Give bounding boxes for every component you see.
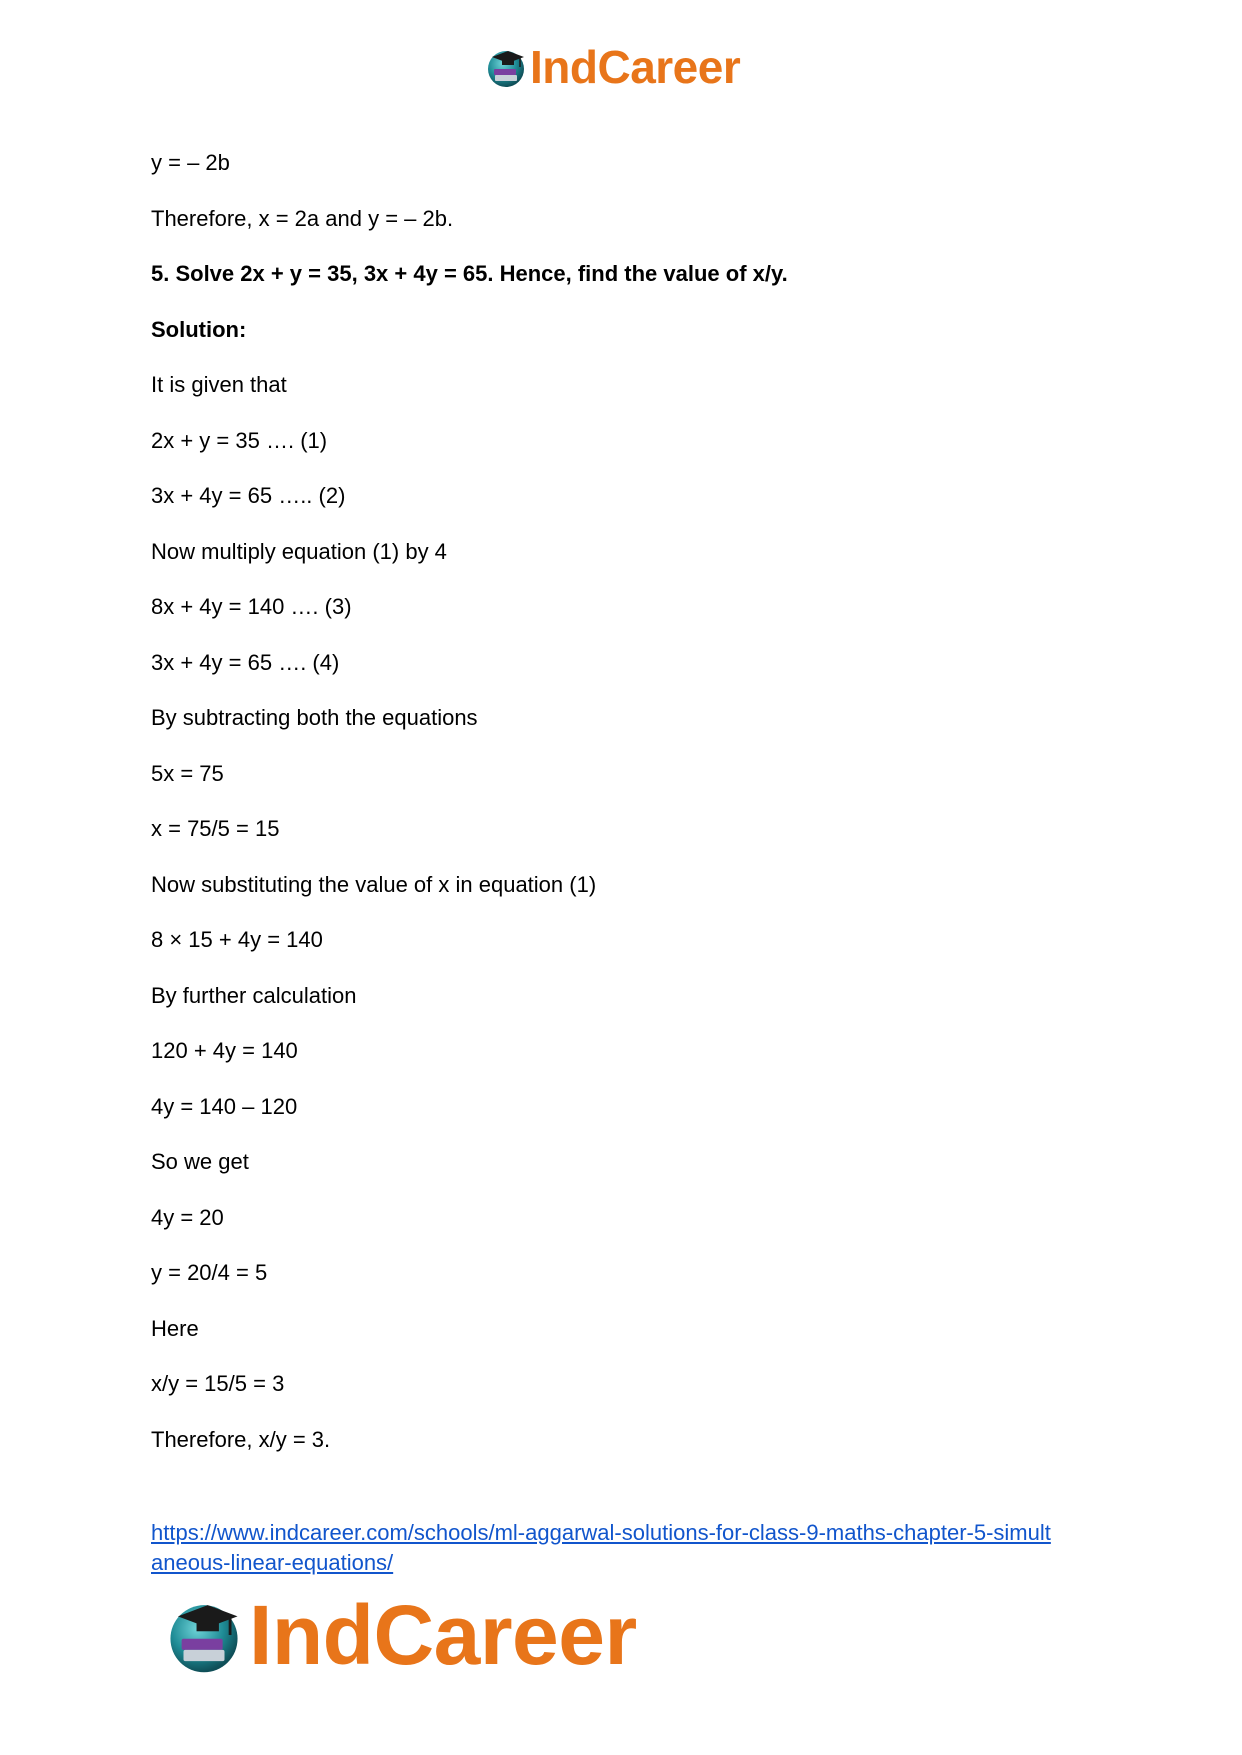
text-line: It is given that — [151, 372, 287, 397]
text-line: 120 + 4y = 140 — [151, 1038, 298, 1063]
header-logo — [484, 40, 740, 94]
text-line: x = 75/5 = 15 — [151, 816, 280, 841]
bold-text-line: Solution: — [151, 316, 247, 342]
text-line: x/y = 15/5 = 3 — [151, 1371, 285, 1396]
text-line: 3x + 4y = 65 ….. (2) — [151, 483, 346, 508]
text-line: Here — [151, 1315, 199, 1341]
text-line: So we get — [151, 1149, 249, 1174]
text-line: 3x + 4y = 65 …. (4) — [151, 649, 340, 675]
source-link-line-1: https://www.indcareer.com/schools/ml-aggarwal-solutions-for-class-9-maths-chapter-5-simult — [151, 1520, 1051, 1545]
text-line: By subtracting both the equations — [151, 705, 478, 730]
text-line: Therefore, x = 2a and y = – 2b. — [151, 205, 454, 231]
text-line: 8x + 4y = 140 …. (3) — [151, 594, 352, 619]
footer-logo — [163, 1590, 637, 1680]
text-line: 5x = 75 — [151, 760, 224, 786]
text-line: 4y = 140 – 120 — [151, 1093, 298, 1119]
text-line: y = 20/4 = 5 — [151, 1260, 268, 1285]
bold-text-line: 5. Solve 2x + y = 35, 3x + 4y = 65. Hence, find the value of x/y. — [151, 261, 788, 286]
text-line: By further calculation — [151, 982, 357, 1008]
text-line: Now substituting the value of x in equation (1) — [151, 871, 597, 897]
text-line: 4y = 20 — [151, 1204, 224, 1230]
text-line: 8 × 15 + 4y = 140 — [151, 927, 323, 952]
header-logo-text: IndCareer — [530, 41, 741, 93]
graduation-books-globe-icon — [163, 1594, 245, 1676]
text-line: Now multiply equation (1) by 4 — [151, 538, 447, 564]
graduation-books-globe-icon — [484, 45, 528, 89]
source-link-block — [151, 1518, 1111, 1578]
text-line: Therefore, x/y = 3. — [151, 1426, 331, 1452]
source-link-line-2: aneous-linear-equations/ — [151, 1550, 394, 1575]
solution-content — [151, 150, 1111, 1482]
text-line: 2x + y = 35 …. (1) — [151, 427, 328, 453]
text-line: y = – 2b — [151, 150, 230, 175]
source-link[interactable] — [151, 1520, 1051, 1575]
footer-logo-text: IndCareer — [249, 1588, 637, 1682]
